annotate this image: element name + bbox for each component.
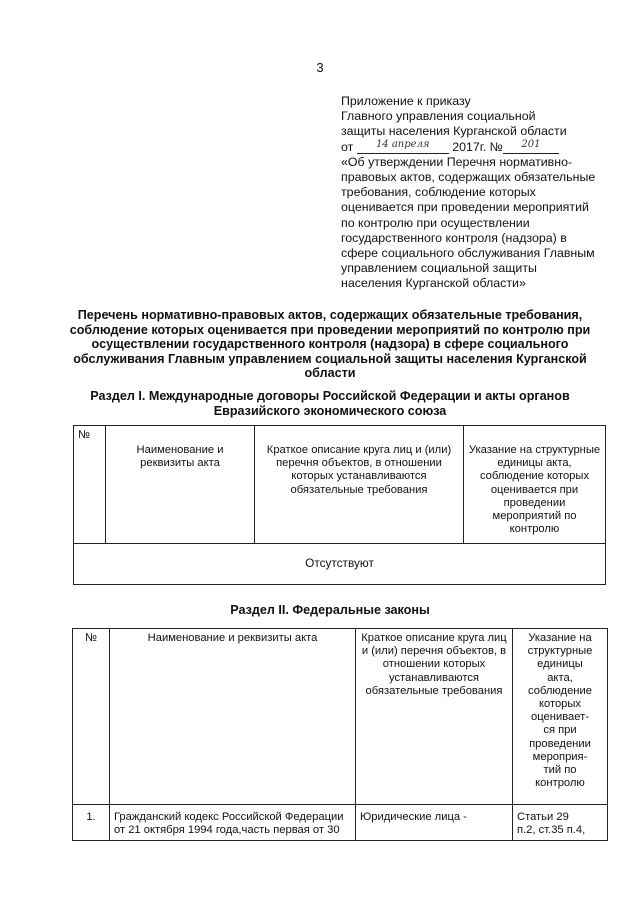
order-title-line: управлением социальной защиты [341,261,537,276]
header-num: № [73,629,110,805]
header-structural-units [513,629,608,805]
header-description: Краткое описание круга лиц и (или) перечня объектов, в отношении которых устанавливаются обязательные требования [255,426,464,544]
title-line: области [304,366,356,381]
units-line: структурные [527,645,593,658]
appendix-line: Главного управления социальной [341,109,536,124]
title-line: Перечень нормативно-правовых актов, содержащих обязательные требования, [77,308,583,322]
appendix-block [341,94,609,292]
row-name [110,805,356,841]
document-title [60,308,600,381]
row-name-line: от 21 октября 1994 года,часть первая от 30 [114,824,340,837]
order-title-line: оценивается при проведении мероприятий [341,200,589,215]
year-number-label: 2017г. № [452,139,503,154]
units-line: единицы [537,658,583,671]
section1-table [73,425,606,585]
order-title-line: сфере социального обслуживания Главным [341,246,595,261]
header-name: Наименование и реквизиты акта [106,426,255,544]
title-line: осуществлении государственного контроля (надзора) в сфере социального [91,337,569,352]
row-description: Юридические лица - [356,805,513,841]
page-number: 3 [316,60,324,75]
appendix-line: защиты населения Курганской области [341,124,567,139]
header-name: Наименование и реквизиты акта [110,629,356,805]
units-line: соблюдение [528,684,592,697]
order-title-line: населения Курганской области» [341,276,526,291]
table-row [73,805,608,841]
title-line: обслуживания Главным управлением социальной защиты населения Курганской [73,351,587,366]
units-line: которых [538,698,582,711]
number-field [503,140,559,154]
section1-heading [60,389,600,418]
section1-heading-line: Евразийского экономического союза [213,403,447,418]
units-line: тий по [543,764,577,777]
title-line: соблюдение которых оценивается при проведении мероприятий по контролю при [69,322,591,337]
header-structural-units: Указание на структурные единицы акта, соблюдение которых оценивается при проведении мероприятий по контролю [464,426,606,544]
row-num: 1. [73,805,110,841]
date-prefix: от [341,139,354,154]
order-title-line: «Об утверждении Перечня нормативно- [341,154,573,169]
header-description: Краткое описание круга лиц и (или) перечня объектов, в отношении которых устанавливаются обязательные требования [356,629,513,805]
row-units-line: п.2, ст.35 п.4, [517,824,586,837]
handwritten-number: 201 [521,138,541,150]
units-line: Указание на [528,632,592,644]
appendix-date-line [341,140,609,155]
row-structural-units [513,805,608,841]
empty-row: Отсутствуют [74,544,606,585]
order-title-line: по контролю при осуществлении [341,215,530,230]
row-units-line: Статьи 29 [517,811,569,823]
order-title-line: государственного контроля (надзора) в [341,230,567,245]
row-name-line: Гражданский кодекс Российской Федерации [114,811,344,823]
date-field [357,140,449,154]
appendix-line: Приложение к приказу [341,94,471,108]
units-line: оценивает- [531,711,589,724]
units-line: акта, [547,671,573,684]
order-title-line: требования, соблюдение которых [341,185,536,200]
units-line: проведении [529,737,591,750]
order-title-line: правовых актов, содержащих обязательные [341,170,596,185]
handwritten-date: 14 апреля [375,138,430,150]
units-line: мероприя- [532,750,588,763]
section1-heading-line: Раздел I. Международные договоры Российской Федерации и акты органов [90,389,570,403]
units-line: контролю [535,777,585,790]
section2-table [72,628,608,841]
units-line: ся при [543,724,577,737]
header-num: № [74,426,106,544]
section2-heading: Раздел II. Федеральные законы [230,603,430,617]
